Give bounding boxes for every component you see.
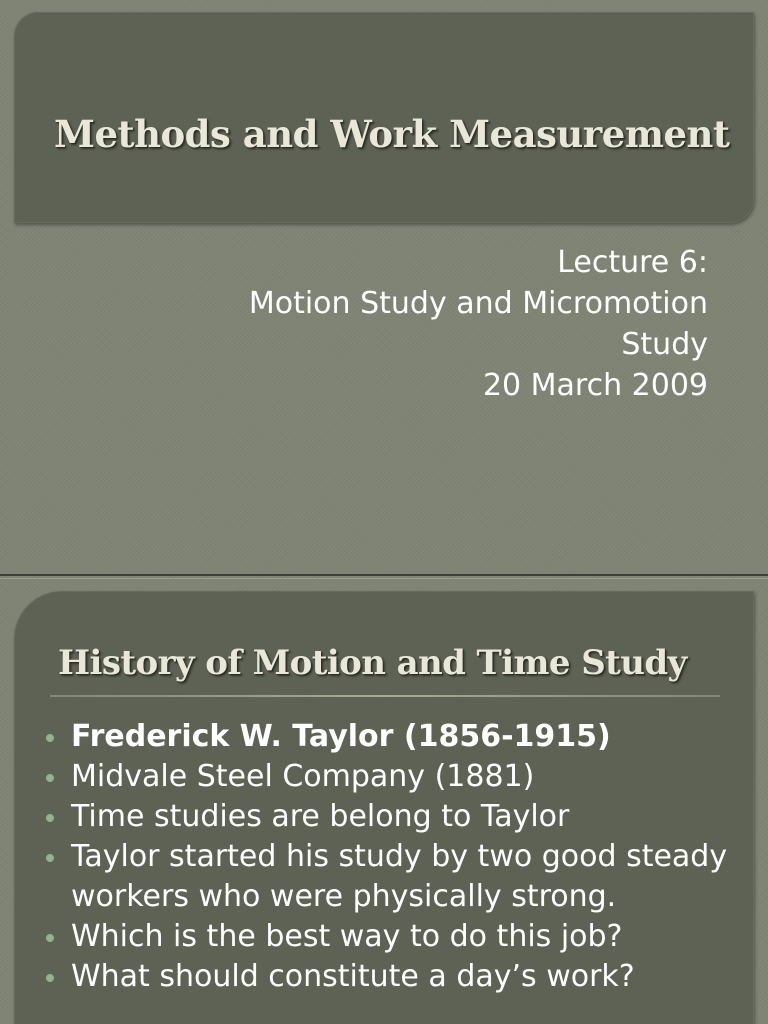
bullet-dot-icon [46,734,54,742]
bullet-dot-icon [46,774,54,782]
bullet-dot-icon [46,854,54,862]
subtitle-line-topic-continued: Study [621,327,708,362]
bullet-text: Taylor started his study by two good steady workers who were physically strong. [71,839,728,914]
bullet-text: Midvale Steel Company (1881) [71,759,535,794]
slide-1-title: Methods and Work Measurement [54,112,730,156]
bullet-text: Frederick W. Taylor (1856-1915) [71,719,611,754]
subtitle-line-date: 20 March 2009 [482,368,708,403]
bullet-dot-icon [46,934,54,942]
bullet-text: What should constitute a day’s work? [71,959,635,994]
bullet-item [44,757,744,797]
title-divider [50,695,720,697]
bullet-dot-icon [46,974,54,982]
bullet-dot-icon [46,814,54,822]
bullet-item [44,717,744,757]
bullet-text: Time studies are belong to Taylor [71,799,570,834]
slide-2-title: History of Motion and Time Study [58,643,687,683]
bullet-text: Which is the best way to do this job? [71,919,623,954]
slide-2 [0,578,768,1024]
bullet-item [44,797,744,837]
bullet-item [44,957,744,997]
subtitle-line-lecture: Lecture 6: [557,245,708,280]
bullet-item [44,917,744,957]
slide-1-subtitle [68,242,708,406]
subtitle-line-topic: Motion Study and Micromotion [248,286,708,321]
bullet-list [44,717,744,997]
bullet-item [44,837,744,917]
